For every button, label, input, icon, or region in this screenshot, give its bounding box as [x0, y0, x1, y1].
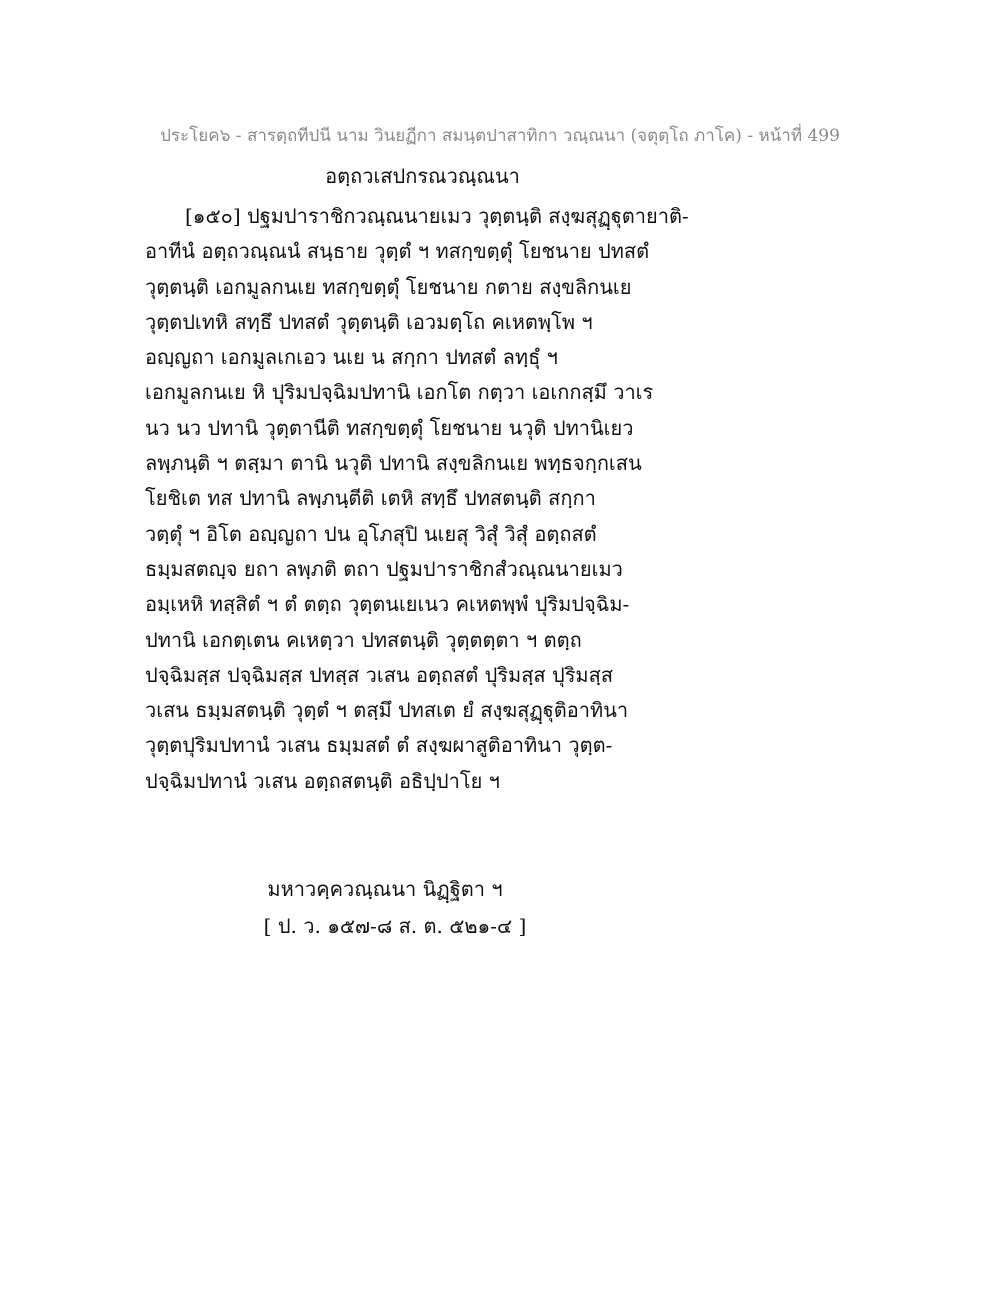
reference-citation: [ ป. ว. ๑๕๗-๘ ส. ต. ๕๒๑-๔ ] — [263, 914, 527, 938]
text-line: โยชิเต ทส ปทานิ ลพฺภนฺตีติ เตหิ สทฺธึ ปทสตนฺติ สกฺกา — [145, 486, 596, 511]
text-line: วุตฺตปุริมปทานํ วเสน ธมฺมสตํ ตํ สงฺฆผาสูติอาทินา วุตฺต- — [145, 733, 613, 758]
text-line: ปจฺฉิมสฺส ปจฺฉิมสฺส ปทสฺส วเสน อตฺถสตํ ปุริมสฺส ปุริมสฺส — [145, 662, 614, 687]
text-line: อญฺญถา เอกมูลเกเอว นเย น สกฺกา ปทสตํ ลทฺธุํ ฯ — [145, 345, 558, 370]
text-line: อมฺเหหิ ทสฺสิตํ ฯ ตํ ตตฺถ วุตฺตนเยเนว คเหตพฺพํ ปุริมปจฺฉิม- — [145, 592, 630, 617]
closing-line: มหาวคฺควณฺณนา นิฏฺฐิตา ฯ — [267, 877, 503, 901]
text-line: เอกมูลกนเย หิ ปุริมปจฺฉิมปทานิ เอกโต กตฺวา เอเกกสฺมึ วาเร — [145, 380, 654, 405]
text-line: นว นว ปทานิ วุตฺตานีติ ทสกฺขตฺตุํ โยชนาย นวุติ ปทานิเยว — [145, 415, 634, 440]
text-line: วตฺตุํ ฯ อิโต อญฺญถา ปน อุโภสุปิ นเยสุ วิสุํ วิสุํ อตฺถสตํ — [145, 521, 597, 546]
text-line: วุตฺตนฺติ เอกมูลกนเย ทสกฺขตฺตุํ โยชนาย กตาย สงฺขลิกนเย — [145, 274, 632, 299]
text-line: อาทีนํ อตฺถวณฺณนํ สนฺธาย วุตฺตํ ฯ ทสกฺขตฺตุํ โยชนาย ปทสตํ — [145, 239, 650, 264]
text-line: ลพฺภนฺติ ฯ ตสฺมา ตานิ นวุติ ปทานิ สงฺขลิกนเย พทฺธจกฺกเสน — [145, 451, 642, 476]
text-line: ปทานิ เอกตฺเตน คเหตฺวา ปทสตนฺติ วุตฺตตฺตา ฯ ตตฺถ — [145, 627, 582, 652]
text-line: ธมฺมสตญฺจ ยถา ลพฺภติ ตถา ปฐมปาราชิกสํวณฺณนายเมว — [145, 556, 623, 581]
text-line: ปจฺฉิมปทานํ วเสน อตฺถสตนฺติ อธิปฺปาโย ฯ — [145, 768, 500, 793]
body-paragraph — [145, 199, 689, 799]
running-header: ประโยค๖ - สารตฺถทีปนี นาม วินยฏีกา สมนฺตปาสาทิกา วณฺณนา (จตุตฺโถ ภาโค) - หน้าที่ 499 — [160, 126, 840, 146]
section-title: อตฺถวเสปกรณวณฺณนา — [325, 164, 520, 188]
text-line: วเสน ธมฺมสตนฺติ วุตฺตํ ฯ ตสฺมึ ปทสเต ยํ สงฺฆสุฏฺฐุติอาทินา — [145, 698, 629, 723]
text-line: [๑๕๐] ปฐมปาราชิกวณฺณนายเมว วุตฺตนฺติ สงฺฆสุฏฺฐุตายาติ- — [185, 204, 689, 228]
text-line: วุตฺตปเทหิ สทฺธึ ปทสตํ วุตฺตนฺติ เอวมตฺโถ คเหตพฺโพ ฯ — [145, 309, 593, 334]
